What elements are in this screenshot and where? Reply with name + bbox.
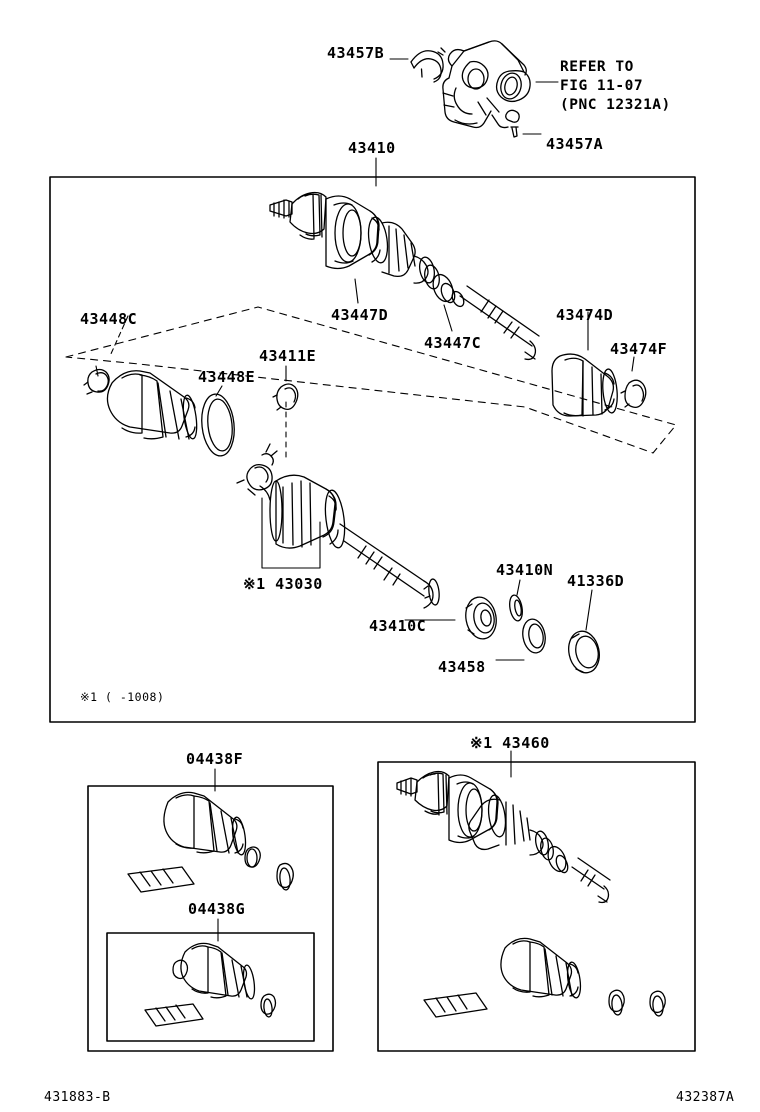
part-label-43474F: 43474F: [610, 340, 668, 358]
part-label-43447D: 43447D: [331, 306, 389, 324]
part-label-43458: 43458: [438, 658, 486, 676]
part-label-43447C: 43447C: [424, 334, 482, 352]
refer-note-line1: REFER TO: [560, 59, 634, 75]
footer-right-code: 432387A: [676, 1090, 735, 1105]
refer-note-line3: (PNC 12321A): [560, 97, 671, 113]
part-label-43457A: 43457A: [546, 135, 604, 153]
part-label-04438F: 04438F: [186, 750, 244, 768]
part-label-43448E: 43448E: [198, 368, 256, 386]
part-label-43410C: 43410C: [369, 617, 427, 635]
part-label-43410: 43410: [348, 139, 396, 157]
refer-note-line2: FIG 11-07: [560, 78, 644, 94]
part-label-41336D: 41336D: [567, 572, 625, 590]
date-note: ※1 ( -1008): [80, 690, 165, 704]
part-label-04438G: 04438G: [188, 900, 246, 918]
part-label-43448C: 43448C: [80, 310, 138, 328]
part-label-43030: ※1 43030: [243, 575, 323, 593]
footer-left-code: 431883-B: [44, 1090, 111, 1105]
part-label-43460: ※1 43460: [470, 734, 550, 752]
part-label-43474D: 43474D: [556, 306, 614, 324]
part-label-43410N: 43410N: [496, 561, 554, 579]
part-label-43457B: 43457B: [327, 44, 385, 62]
part-label-43411E: 43411E: [259, 347, 317, 365]
